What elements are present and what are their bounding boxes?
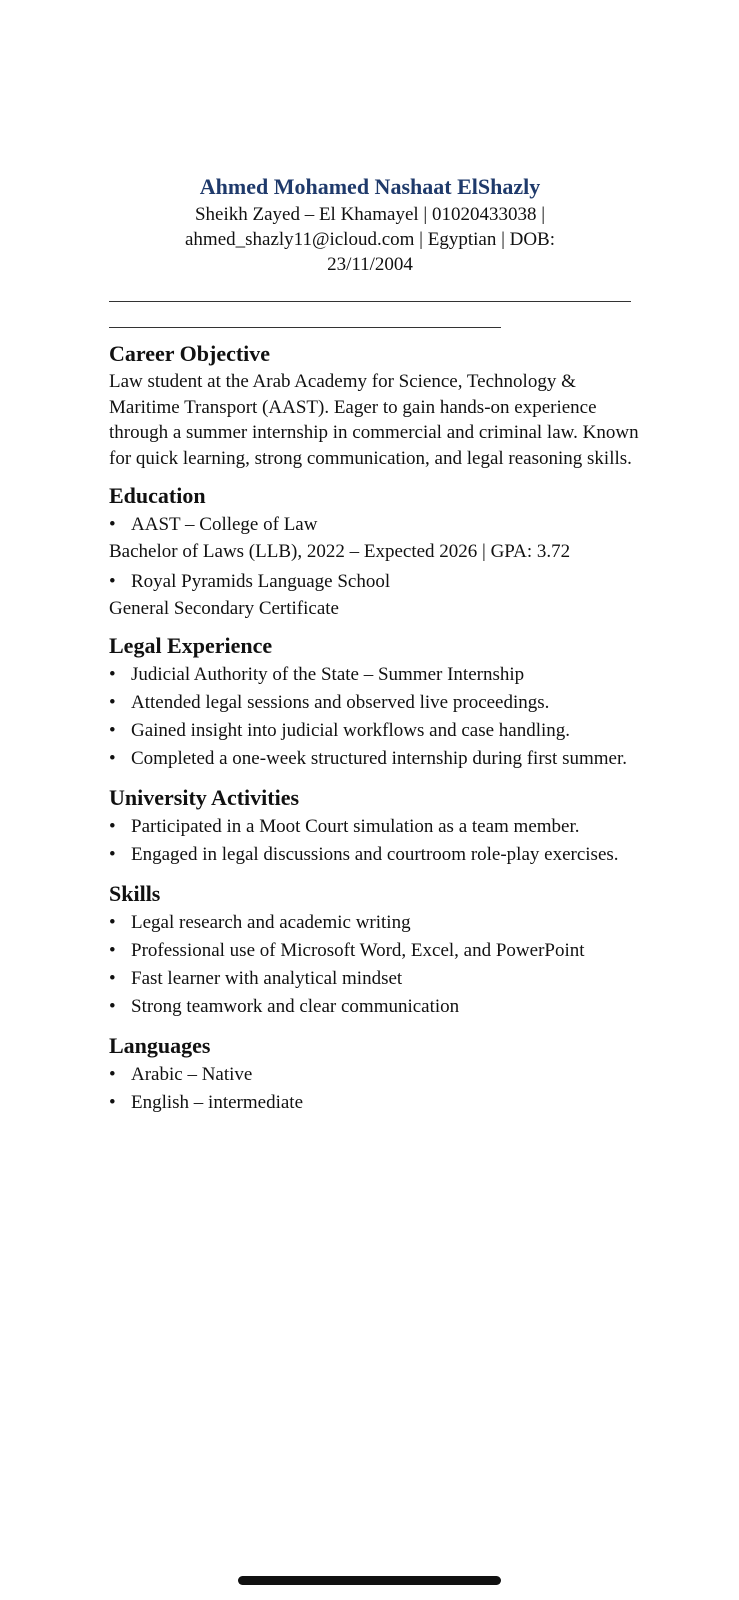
education-school bbox=[109, 568, 639, 596]
school-name: AAST – College of Law bbox=[131, 514, 318, 535]
bullet-icon: • bbox=[109, 940, 116, 961]
bullet-icon: • bbox=[109, 1092, 116, 1113]
bullet-icon: • bbox=[109, 692, 116, 713]
education-detail: General Secondary Certificate bbox=[109, 598, 339, 619]
list-item-text: Arabic – Native bbox=[131, 1064, 253, 1085]
languages-section bbox=[109, 1031, 639, 1117]
list-item bbox=[109, 841, 639, 869]
education-section bbox=[109, 481, 639, 621]
list-item-text: Completed a one-week structured internship during first summer. bbox=[131, 748, 627, 769]
contact-line-2: ahmed_shazly11@icloud.com | Egyptian | DOB: bbox=[184, 229, 556, 250]
list-item-text: Gained insight into judicial workflows and case handling. bbox=[131, 720, 571, 741]
list-item bbox=[109, 1089, 639, 1117]
list-item-text: Engaged in legal discussions and courtroom role-play exercises. bbox=[131, 844, 619, 865]
school-name: Royal Pyramids Language School bbox=[131, 571, 391, 592]
section-title: Career Objective bbox=[109, 341, 271, 366]
university-activities-section bbox=[109, 783, 639, 869]
list-item-text: Legal research and academic writing bbox=[131, 912, 411, 933]
list-item-text: Fast learner with analytical mindset bbox=[131, 968, 403, 989]
section-title: University Activities bbox=[109, 785, 300, 810]
bullet-icon: • bbox=[109, 1064, 116, 1085]
bullet-icon: • bbox=[109, 912, 116, 933]
list-item-text: Participated in a Moot Court simulation as a team member. bbox=[131, 816, 580, 837]
list-item-text: Professional use of Microsoft Word, Excel, and PowerPoint bbox=[131, 940, 585, 961]
objective-text: Law student at the Arab Academy for Science, Technology & Maritime Transport (AAST). Eager to gain hands-on experience through a summer internship in commercial and criminal law. Known for quick learning, strong communication, and legal reasoning skills. bbox=[109, 371, 639, 469]
legal-experience-section bbox=[109, 631, 639, 773]
list-item bbox=[109, 993, 639, 1021]
section-title: Skills bbox=[109, 881, 161, 906]
header-divider-line-short bbox=[109, 327, 501, 328]
education-school bbox=[109, 511, 639, 539]
list-item-text: English – intermediate bbox=[131, 1092, 304, 1113]
home-indicator-bar[interactable] bbox=[238, 1576, 501, 1585]
list-item-text: Strong teamwork and clear communication bbox=[131, 996, 460, 1017]
resume-body bbox=[109, 339, 639, 1127]
list-item bbox=[109, 965, 639, 993]
bullet-icon: • bbox=[109, 664, 116, 685]
bullet-icon: • bbox=[109, 748, 116, 769]
skills-section bbox=[109, 879, 639, 1021]
section-title: Education bbox=[109, 483, 206, 508]
list-item bbox=[109, 909, 639, 937]
candidate-name: Ahmed Mohamed Nashaat ElShazly bbox=[199, 174, 541, 199]
list-item bbox=[109, 689, 639, 717]
bullet-icon: • bbox=[109, 816, 116, 837]
resume-header bbox=[100, 172, 640, 277]
career-objective-section bbox=[109, 339, 639, 471]
list-item-text: Judicial Authority of the State – Summer Internship bbox=[131, 664, 525, 685]
list-item-text: Attended legal sessions and observed live proceedings. bbox=[131, 692, 550, 713]
header-divider-line bbox=[109, 301, 631, 302]
bullet-icon: • bbox=[109, 720, 116, 741]
education-detail: Bachelor of Laws (LLB), 2022 – Expected 2026 | GPA: 3.72 bbox=[109, 541, 571, 562]
bullet-icon: • bbox=[109, 996, 116, 1017]
list-item bbox=[109, 813, 639, 841]
list-item bbox=[109, 1061, 639, 1089]
section-title: Languages bbox=[109, 1033, 211, 1058]
list-item bbox=[109, 717, 639, 745]
contact-line-1: Sheikh Zayed – El Khamayel | 01020433038 | bbox=[194, 204, 546, 225]
list-item bbox=[109, 661, 639, 689]
list-item bbox=[109, 937, 639, 965]
bullet-icon: • bbox=[109, 514, 116, 535]
contact-line-3: 23/11/2004 bbox=[327, 254, 413, 275]
section-title: Legal Experience bbox=[109, 633, 273, 658]
list-item bbox=[109, 745, 639, 773]
bullet-icon: • bbox=[109, 571, 116, 592]
bullet-icon: • bbox=[109, 968, 116, 989]
bullet-icon: • bbox=[109, 844, 116, 865]
